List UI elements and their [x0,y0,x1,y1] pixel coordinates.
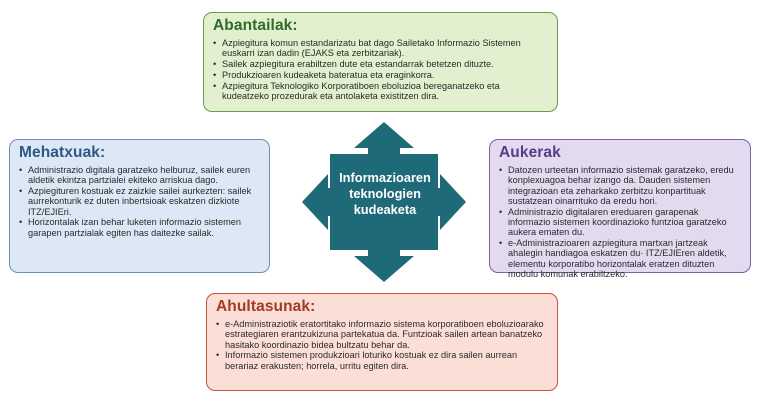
threats-title: Mehatxuak: [19,144,106,161]
weaknesses-title: Ahultasunak: [216,298,316,315]
threats-item: • Azpiegituren kostuak ez zaizkie sailei aurkezten: sailek aurrekonturik ez duten inbertsioak eskatzen dizkiote ITZ/EJIEri. [19,186,261,217]
threats-item: • Administrazio digitala garatzeko helburuz, sailek euren aldetik ekintza partzialei ekiteko arriskua dago. [19,165,261,186]
strengths-item: • Sailek azpiegitura erabiltzen dute eta estandarrak betetzen dituzte. [213,59,549,69]
arrow-down-icon [354,248,414,282]
strengths-list [213,38,549,101]
weaknesses-item: • Informazio sistemen produkzioari loturiko kostuak ez dira sailen aurrean berariaz erakusten; horrela, urritu egiten dira. [216,350,549,371]
opportunities-item: • Datozen urteetan informazio sistemak garatzeko, eredu konplexuagoa behar izango da. Dauden sistemen integrazioan eta zeharkako zerbitzu konpartituak sustatzean oinarrituko da eredu hori. [499,165,742,206]
strengths-item: • Azpiegitura komun estandarizatu bat dago Sailetako Informazio Sistemen euskarri izan dadin (EJAKS eta zerbitzariak). [213,38,549,59]
opportunities-box [489,139,751,279]
center-label-line: kudeaketa [353,202,417,217]
center-label-line: Informazioaren [339,170,431,185]
weaknesses-item: • e-Administraziotik eratortitako informazio sistema korporatiboen eboluzioarako estrategiaren erantzukizuna partekatua da. Funtzioak sailen artean banatzeko hasitako koordinazio bidea bultzatu behar da. [216,319,549,350]
strengths-item: • Azpiegitura Teknologiko Korporatiboen eboluzioa bereganatzeko eta kudeatzeko prozedurak eta antolaketa existitzen dira. [213,81,549,102]
opportunities-item: • Administrazio digitalaren ereduaren garapenak informazio sistemen koordinazioko funtzioa garatzeko aukera ematen du. [499,207,742,238]
opportunities-item: • e-Administrazioaren azpiegitura martxan jartzeak ahalegin handiagoa eskatzen du· ITZ/EJIEren aldetik, elementu korporatibo horizontalak eratzen dituzten modulu komunak erabiltzeko. [499,238,742,279]
center-label [330,170,440,218]
strengths-title: Abantailak: [213,17,298,34]
opportunities-list [499,165,742,279]
strengths-box [203,12,558,112]
weaknesses-box [206,293,558,391]
opportunities-title: Aukerak [499,144,561,161]
arrow-up-icon [354,122,414,156]
center-label-line: teknologien [349,186,421,201]
weaknesses-list [216,319,549,371]
threats-item: • Horizontalak izan behar luketen informazio sistemen garapen partzialak egiten has daitezke sailak. [19,217,261,238]
strengths-item: • Produkzioaren kudeaketa bateratua eta eraginkorra. [213,70,549,80]
threats-list [19,165,261,238]
threats-box [9,139,270,273]
